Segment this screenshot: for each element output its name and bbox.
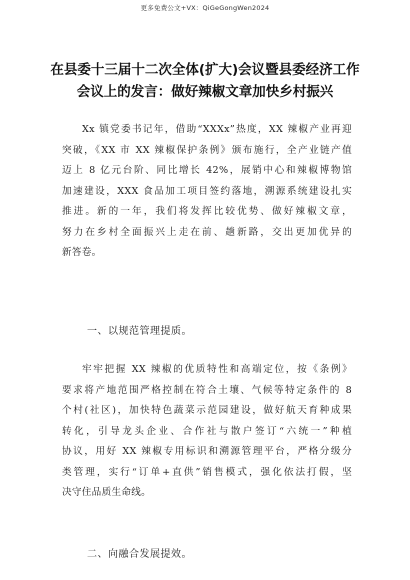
text-line: 努力在乡村全面振兴上走在前、趟新路，交出更加优异的: [62, 226, 352, 238]
text-line: 推进。新的一年，我们将发挥比较优势、做好辣椒文章，: [62, 206, 352, 217]
text-line: 突破，《XX 市 XX 辣椒保护条例》颁布施行，全产业链产值: [62, 144, 352, 156]
text-line: 要求将产地范围严格控制在符合土壤、气候等特定条件的 8: [62, 384, 352, 396]
section-heading-2: 二、向融合发展提效。: [87, 549, 192, 560]
header-note: 更多免费公文+VX：QiGeGongWen2024: [140, 4, 270, 12]
text-line: 迈上 8 亿元台阶、同比增长 42%，展销中心和辣椒博物馆: [62, 165, 352, 176]
text-line: 个村(社区)，加快特色蔬菜示范园建设，做好航天育种成果: [62, 405, 352, 416]
text-line: 类管理，实行“订单+直供”销售模式，强化依法打假，坚: [62, 466, 352, 478]
text-line: 协议，用好 XX 辣椒专用标识和溯源管理平台，严格分级分: [62, 446, 352, 457]
section-1-paragraph: [62, 360, 352, 504]
section-heading-1: 一、以规范管理提质。: [87, 326, 192, 337]
document-title-line-1: 在县委十三届十二次全体(扩大)会议暨县委经济工作: [50, 62, 360, 78]
text-line: 转化，引导龙头企业、合作社与散户签订“六统一”种植: [62, 425, 352, 437]
document-title-line-2: 会议上的发言：做好辣椒文章加快乡村振兴: [76, 84, 334, 100]
text-line: Xx 镇党委书记年，借助“XXXx”热度，XX 辣椒产业再迎: [82, 124, 352, 135]
text-line: 加速建设，XXX 食品加工项目签约落地，溯源系统建设扎实: [62, 185, 352, 197]
text-line: 新答卷。: [62, 247, 102, 258]
text-line: 牢牢把握 XX 辣椒的优质特性和高端定位，按《条例》: [82, 364, 352, 375]
intro-paragraph: [62, 120, 352, 264]
text-line: 决守住品质生命线。: [62, 487, 152, 498]
